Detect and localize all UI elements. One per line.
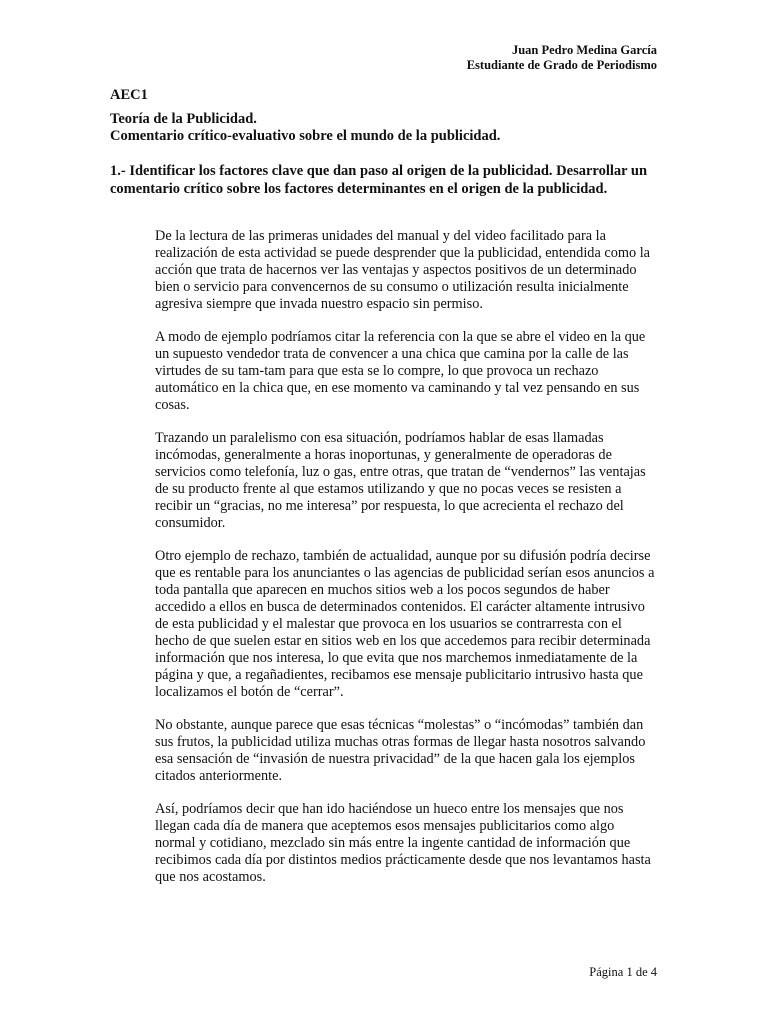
document-title: Teoría de la Publicidad.	[110, 111, 257, 127]
paragraph: De la lectura de las primeras unidades del manual y del video facilitado para la realización de esta actividad se puede desprender que la publicidad, entendida como la acción que trata de hacernos ver las ventajas y aspectos positivos de un determinado bien o servicio para convencernos de su consumo o utilización resulta inicialmente agresiva siempre que invada nuestro espacio sin permiso.	[155, 228, 651, 312]
author-role: Estudiante de Grado de Periodismo	[466, 58, 657, 72]
paragraph: No obstante, aunque parece que esas técnicas “molestas” o “incómodas” también dan sus frutos, la publicidad utiliza muchas otras formas de llegar hasta nosotros salvando esa sensación de “invasión de nuestra privacidad” de la que hacen gala los ejemplos citados anteriormente.	[155, 717, 646, 784]
body-text	[155, 228, 655, 902]
question-heading: 1.- Identificar los factores clave que dan paso al origen de la publicidad. Desarrollar un comentario crítico sobre los factores determinantes en el origen de la publicidad.	[110, 163, 648, 197]
author-name: Juan Pedro Medina García	[511, 43, 657, 57]
paragraph: Trazando un paralelismo con esa situación, podríamos hablar de esas llamadas incómodas, generalmente a horas inoportunas, y generalmente de operadoras de servicios como telefonía, luz o gas, entre otras, que tratan de “vendernos” las ventajas de su producto frente al que estamos utilizando y que no pocas veces se resisten a recibir un “gracias, no me interesa” por respuesta, lo que acrecienta el rechazo del consumidor.	[155, 430, 646, 531]
document-code: AEC1	[110, 87, 148, 103]
page-number: Página 1 de 4	[589, 965, 657, 979]
paragraph: Otro ejemplo de rechazo, también de actualidad, aunque por su difusión podría decirse que es rentable para los anunciantes o las agencias de publicidad serían esos anuncios a toda pantalla que aparecen en muchos sitios web a los pocos segundos de haber accedido a ellos en busca de determinados contenidos. El carácter altamente intrusivo de esta publicidad y el malestar que provoca en los usuarios se contrarresta con el hecho de que suelen estar en sitios web en los que accedemos para recibir determinada información que nos interesa, lo que evita que nos marchemos inmediatamente de la página y que, a regañadientes, recibamos ese mensaje publicitario intrusivo hasta que localizamos el botón de “cerrar”.	[155, 548, 655, 700]
paragraph: Así, podríamos decir que han ido haciéndose un hueco entre los mensajes que nos llegan cada día de manera que aceptemos esos mensajes publicitarios como algo normal y cotidiano, mezclado sin más entre la ingente cantidad de información que recibimos cada día por distintos medios prácticamente desde que nos levantamos hasta que nos acostamos.	[155, 801, 651, 885]
page-header	[467, 43, 657, 73]
document-subtitle: Comentario crítico-evaluativo sobre el mundo de la publicidad.	[110, 128, 501, 144]
paragraph: A modo de ejemplo podríamos citar la referencia con la que se abre el video en la que un supuesto vendedor trata de convencer a una chica que camina por la calle de las virtudes de su tam-tam para que esta se lo compre, lo que provoca un rechazo automático en la chica que, en ese momento va caminando y tal vez pensando en sus cosas.	[155, 329, 646, 413]
document-titles	[110, 111, 670, 145]
